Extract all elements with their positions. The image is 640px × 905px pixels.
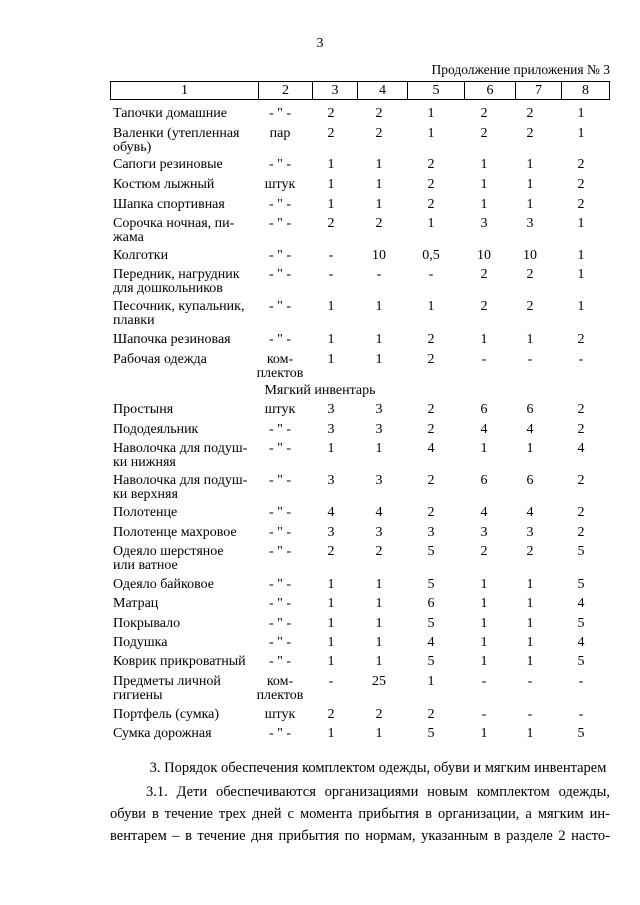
- value-cell-3: 3: [327, 473, 335, 488]
- value-cell-8: 2: [577, 422, 585, 437]
- item-name: Предметы личной гигиены: [113, 674, 221, 703]
- item-name: Подушка: [113, 635, 168, 650]
- value-cell-8: 5: [577, 616, 585, 631]
- value-cell-4: 10: [372, 248, 386, 263]
- value-cell-4: 2: [375, 216, 383, 231]
- value-cell-5: 2: [427, 473, 435, 488]
- value-cell-5: 1: [427, 216, 435, 231]
- value-cell-3: 1: [327, 577, 335, 592]
- value-cell-6: 1: [480, 177, 488, 192]
- value-cell-5: 4: [427, 635, 435, 650]
- value-cell-4: 1: [375, 596, 383, 611]
- paragraph-body: [110, 781, 610, 847]
- unit-cell: - " -: [268, 422, 292, 437]
- value-cell-5: 2: [427, 505, 435, 520]
- value-cell-7: 2: [526, 544, 534, 559]
- value-cell-8: 5: [577, 726, 585, 741]
- unit-cell: - " -: [268, 726, 292, 741]
- item-name: Сапоги резиновые: [113, 157, 223, 172]
- value-cell-7: 6: [526, 402, 534, 417]
- value-cell-4: 2: [375, 707, 383, 722]
- value-cell-5: 2: [427, 352, 435, 367]
- unit-cell: ком- плектов: [256, 352, 304, 381]
- value-cell-5: 5: [427, 616, 435, 631]
- value-cell-6: 1: [480, 616, 488, 631]
- table-header: [110, 81, 610, 100]
- value-cell-7: 6: [526, 473, 534, 488]
- unit-cell: штук: [264, 402, 296, 417]
- value-cell-8: 2: [577, 332, 585, 347]
- value-cell-7: 1: [526, 654, 534, 669]
- value-cell-8: -: [578, 674, 584, 689]
- value-cell-8: 5: [577, 654, 585, 669]
- value-cell-6: 1: [480, 157, 488, 172]
- value-cell-5: 5: [427, 577, 435, 592]
- item-name: Сорочка ночная, пи- жама: [113, 216, 235, 245]
- value-cell-8: 1: [577, 248, 585, 263]
- item-name: Колготки: [113, 248, 169, 263]
- value-cell-5: 2: [427, 402, 435, 417]
- paragraph-line: 3.1. Дети обеспечиваются организациями новым комплектом одежды,: [146, 784, 610, 800]
- value-cell-5: -: [428, 267, 434, 282]
- unit-cell: - " -: [268, 544, 292, 559]
- value-cell-5: 1: [427, 299, 435, 314]
- value-cell-6: 1: [480, 596, 488, 611]
- value-cell-5: 2: [427, 177, 435, 192]
- value-cell-5: 3: [427, 525, 435, 540]
- value-cell-8: -: [578, 352, 584, 367]
- value-cell-3: -: [328, 267, 334, 282]
- unit-cell: - " -: [268, 157, 292, 172]
- unit-cell: - " -: [268, 248, 292, 263]
- value-cell-8: 1: [577, 106, 585, 121]
- value-cell-4: 1: [375, 616, 383, 631]
- value-cell-7: 2: [526, 106, 534, 121]
- item-name: Передник, нагрудник для дошкольников: [113, 267, 240, 296]
- item-name: Валенки (утепленная обувь): [113, 126, 240, 155]
- value-cell-3: 1: [327, 299, 335, 314]
- header-col-4: 4: [357, 82, 407, 99]
- value-cell-6: 6: [480, 402, 488, 417]
- value-cell-3: 1: [327, 726, 335, 741]
- value-cell-5: 2: [427, 157, 435, 172]
- item-name: Полотенце махровое: [113, 525, 237, 540]
- value-cell-8: -: [578, 707, 584, 722]
- value-cell-3: 3: [327, 402, 335, 417]
- value-cell-3: 1: [327, 616, 335, 631]
- value-cell-7: 1: [526, 616, 534, 631]
- header-col-3: 3: [312, 82, 357, 99]
- value-cell-4: 1: [375, 332, 383, 347]
- paragraph-heading: 3. Порядок обеспечения комплектом одежды, обуви и мягким инвентарем: [149, 760, 607, 776]
- value-cell-7: -: [527, 674, 533, 689]
- value-cell-4: 25: [372, 674, 386, 689]
- value-cell-4: 3: [375, 402, 383, 417]
- value-cell-4: 3: [375, 473, 383, 488]
- item-name: Одеяло байковое: [113, 577, 215, 592]
- value-cell-6: 3: [480, 525, 488, 540]
- value-cell-4: 1: [375, 726, 383, 741]
- value-cell-5: 2: [427, 332, 435, 347]
- value-cell-7: 2: [526, 299, 534, 314]
- item-name: Песочник, купальник, плавки: [113, 299, 245, 328]
- value-cell-8: 4: [577, 441, 585, 456]
- item-name: Сумка дорожная: [113, 726, 212, 741]
- unit-cell: - " -: [268, 332, 292, 347]
- header-col-2: 2: [258, 82, 312, 99]
- value-cell-6: 1: [480, 332, 488, 347]
- value-cell-3: 4: [327, 505, 335, 520]
- value-cell-7: 2: [526, 126, 534, 141]
- value-cell-8: 4: [577, 635, 585, 650]
- value-cell-6: 2: [480, 267, 488, 282]
- value-cell-6: 6: [480, 473, 488, 488]
- value-cell-3: 1: [327, 352, 335, 367]
- unit-cell: - " -: [268, 616, 292, 631]
- value-cell-3: 1: [327, 197, 335, 212]
- unit-cell: - " -: [268, 654, 292, 669]
- value-cell-7: 1: [526, 577, 534, 592]
- unit-cell: - " -: [268, 473, 292, 488]
- value-cell-5: 5: [427, 726, 435, 741]
- value-cell-4: 1: [375, 441, 383, 456]
- value-cell-4: 2: [375, 106, 383, 121]
- value-cell-4: 1: [375, 177, 383, 192]
- value-cell-6: 1: [480, 197, 488, 212]
- unit-cell: - " -: [268, 267, 292, 282]
- value-cell-3: 2: [327, 126, 335, 141]
- unit-cell: - " -: [268, 106, 292, 121]
- value-cell-3: 1: [327, 654, 335, 669]
- value-cell-8: 2: [577, 402, 585, 417]
- value-cell-4: 1: [375, 197, 383, 212]
- value-cell-5: 5: [427, 544, 435, 559]
- value-cell-8: 2: [577, 177, 585, 192]
- item-name: Шапка спортивная: [113, 197, 225, 212]
- value-cell-6: 2: [480, 106, 488, 121]
- value-cell-4: -: [376, 267, 382, 282]
- item-name: Простыня: [113, 402, 174, 417]
- value-cell-3: 2: [327, 544, 335, 559]
- value-cell-3: 2: [327, 106, 335, 121]
- value-cell-5: 5: [427, 654, 435, 669]
- item-name: Рабочая одежда: [113, 352, 207, 367]
- item-name: Одеяло шерстяное или ватное: [113, 544, 224, 573]
- value-cell-6: -: [481, 707, 487, 722]
- header-col-1: 1: [181, 83, 188, 98]
- unit-cell: - " -: [268, 441, 292, 456]
- item-name: Наволочка для подуш- ки верхняя: [113, 473, 248, 502]
- item-name: Пододеяльник: [113, 422, 199, 437]
- header-col-7: 7: [515, 82, 561, 99]
- value-cell-7: 1: [526, 596, 534, 611]
- unit-cell: - " -: [268, 577, 292, 592]
- header-col-6: 6: [464, 82, 515, 99]
- unit-cell: - " -: [268, 635, 292, 650]
- value-cell-3: 1: [327, 157, 335, 172]
- page-number: 3: [316, 36, 324, 51]
- value-cell-5: 1: [427, 674, 435, 689]
- value-cell-3: 1: [327, 332, 335, 347]
- continuation-label: Продолжение приложения № 3: [431, 62, 610, 77]
- item-name: Портфель (сумка): [113, 707, 220, 722]
- item-name: Костюм лыжный: [113, 177, 215, 192]
- value-cell-3: 3: [327, 422, 335, 437]
- section-title: Мягкий инвентарь: [264, 383, 376, 398]
- value-cell-8: 1: [577, 216, 585, 231]
- value-cell-8: 5: [577, 544, 585, 559]
- value-cell-4: 1: [375, 157, 383, 172]
- unit-cell: штук: [264, 707, 296, 722]
- item-name: Полотенце: [113, 505, 178, 520]
- unit-cell: - " -: [268, 299, 292, 314]
- value-cell-7: 1: [526, 332, 534, 347]
- unit-cell: пар: [269, 126, 291, 141]
- paragraph-line: вентарем – в течение дня прибытия по нормам, указанным в разделе 2 насто-: [110, 828, 610, 844]
- value-cell-8: 1: [577, 267, 585, 282]
- value-cell-5: 2: [427, 422, 435, 437]
- value-cell-7: 1: [526, 197, 534, 212]
- value-cell-7: 3: [526, 216, 534, 231]
- value-cell-7: 2: [526, 267, 534, 282]
- value-cell-6: 1: [480, 654, 488, 669]
- value-cell-4: 2: [375, 126, 383, 141]
- value-cell-5: 2: [427, 707, 435, 722]
- item-name: Наволочка для подуш- ки нижняя: [113, 441, 248, 470]
- unit-cell: - " -: [268, 596, 292, 611]
- value-cell-3: -: [328, 674, 334, 689]
- value-cell-5: 1: [427, 106, 435, 121]
- value-cell-8: 2: [577, 473, 585, 488]
- value-cell-6: 1: [480, 577, 488, 592]
- value-cell-8: 1: [577, 126, 585, 141]
- value-cell-7: -: [527, 707, 533, 722]
- value-cell-6: -: [481, 352, 487, 367]
- value-cell-7: -: [527, 352, 533, 367]
- item-name: Шапочка резиновая: [113, 332, 231, 347]
- value-cell-7: 1: [526, 177, 534, 192]
- value-cell-7: 10: [523, 248, 537, 263]
- value-cell-6: 2: [480, 126, 488, 141]
- unit-cell: - " -: [268, 525, 292, 540]
- unit-cell: - " -: [268, 505, 292, 520]
- item-name: Коврик прикроватный: [113, 654, 246, 669]
- item-name: Тапочки домашние: [113, 106, 228, 121]
- value-cell-8: 2: [577, 505, 585, 520]
- value-cell-6: 4: [480, 422, 488, 437]
- value-cell-5: 2: [427, 197, 435, 212]
- value-cell-6: 10: [477, 248, 491, 263]
- value-cell-4: 2: [375, 544, 383, 559]
- item-name: Матрац: [113, 596, 159, 611]
- value-cell-4: 1: [375, 635, 383, 650]
- value-cell-4: 3: [375, 422, 383, 437]
- value-cell-6: 3: [480, 216, 488, 231]
- value-cell-4: 1: [375, 654, 383, 669]
- value-cell-7: 4: [526, 422, 534, 437]
- value-cell-8: 5: [577, 577, 585, 592]
- value-cell-5: 0,5: [422, 248, 440, 263]
- value-cell-6: 1: [480, 726, 488, 741]
- item-name: Покрывало: [113, 616, 181, 631]
- header-col-5: 5: [407, 82, 464, 99]
- value-cell-6: 1: [480, 441, 488, 456]
- value-cell-6: -: [481, 674, 487, 689]
- value-cell-8: 1: [577, 299, 585, 314]
- value-cell-4: 1: [375, 577, 383, 592]
- value-cell-7: 1: [526, 635, 534, 650]
- value-cell-4: 3: [375, 525, 383, 540]
- value-cell-5: 4: [427, 441, 435, 456]
- value-cell-6: 4: [480, 505, 488, 520]
- value-cell-3: 1: [327, 635, 335, 650]
- value-cell-4: 4: [375, 505, 383, 520]
- value-cell-7: 1: [526, 441, 534, 456]
- value-cell-4: 1: [375, 299, 383, 314]
- value-cell-8: 2: [577, 525, 585, 540]
- value-cell-4: 1: [375, 352, 383, 367]
- value-cell-3: -: [328, 248, 334, 263]
- header-col-8: 8: [561, 82, 609, 99]
- paragraph-line: обуви в течение трех дней с момента прибытия в организации, а мягким ин-: [110, 806, 610, 822]
- value-cell-8: 4: [577, 596, 585, 611]
- unit-cell: - " -: [268, 197, 292, 212]
- value-cell-7: 3: [526, 525, 534, 540]
- value-cell-3: 1: [327, 441, 335, 456]
- value-cell-3: 3: [327, 525, 335, 540]
- value-cell-5: 1: [427, 126, 435, 141]
- value-cell-6: 2: [480, 544, 488, 559]
- value-cell-7: 1: [526, 157, 534, 172]
- value-cell-8: 2: [577, 157, 585, 172]
- value-cell-3: 1: [327, 596, 335, 611]
- value-cell-5: 6: [427, 596, 435, 611]
- value-cell-8: 2: [577, 197, 585, 212]
- value-cell-3: 1: [327, 177, 335, 192]
- value-cell-6: 2: [480, 299, 488, 314]
- unit-cell: ком- плектов: [256, 674, 304, 703]
- value-cell-6: 1: [480, 635, 488, 650]
- value-cell-7: 4: [526, 505, 534, 520]
- value-cell-3: 2: [327, 216, 335, 231]
- unit-cell: штук: [264, 177, 296, 192]
- value-cell-7: 1: [526, 726, 534, 741]
- value-cell-3: 2: [327, 707, 335, 722]
- unit-cell: - " -: [268, 216, 292, 231]
